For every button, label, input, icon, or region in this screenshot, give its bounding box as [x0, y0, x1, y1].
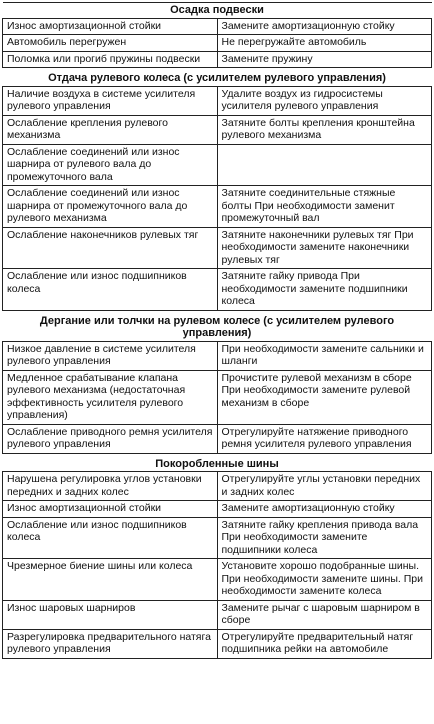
table-row	[3, 186, 432, 228]
cause-cell: Разрегулировка предварительного натяга рулевого управления	[3, 629, 218, 658]
cause-cell: Износ амортизационной стойки	[3, 18, 218, 35]
cause-cell: Автомобиль перегружен	[3, 35, 218, 52]
remedy-cell: Затяните гайку привода При необходимости замените подшипники колеса	[217, 269, 432, 311]
cause-cell: Ослабление соединений или износ шарнира от промежуточного вала до рулевого механизма	[3, 186, 218, 228]
remedy-cell: Замените пружину	[217, 51, 432, 68]
section-title: Отдача рулевого колеса (с усилителем рулевого управления)	[48, 72, 386, 84]
table-row	[3, 115, 432, 144]
section-title: Покоробленные шины	[155, 457, 279, 470]
section-header	[3, 314, 432, 342]
cause-cell: Ослабление или износ подшипников колеса	[3, 269, 218, 311]
cause-cell: Медленное срабатывание клапана рулевого механизма (недостаточная эффективность усилителя рулевого управления)	[3, 370, 218, 424]
cause-cell: Поломка или прогиб пружины подвески	[3, 51, 218, 68]
section-header	[3, 457, 432, 472]
cause-cell: Ослабление наконечников рулевых тяг	[3, 227, 218, 269]
section-header	[3, 71, 432, 86]
remedy-cell: Затяните гайку крепления привода вала При необходимости замените подшипники колеса	[217, 517, 432, 559]
cause-cell: Чрезмерное биение шины или колеса	[3, 559, 218, 601]
remedy-cell: При необходимости замените сальники и шланги	[217, 341, 432, 370]
remedy-cell	[217, 144, 432, 186]
table-row	[3, 517, 432, 559]
remedy-cell: Замените амортизационную стойку	[217, 501, 432, 518]
remedy-cell: Удалите воздух из гидросистемы усилителя рулевого управления	[217, 86, 432, 115]
remedy-cell: Не перегружайте автомобиль	[217, 35, 432, 52]
remedy-cell: Установите хорошо подобранные шины. При необходимости замените шины. При необходимости замените колеса	[217, 559, 432, 601]
section-title: Осадка подвески	[3, 3, 432, 19]
table-row	[3, 629, 432, 658]
table-row	[3, 501, 432, 518]
cause-cell: Ослабление или износ подшипников колеса	[3, 517, 218, 559]
cause-cell: Ослабление соединений или износ шарнира от рулевого вала до промежуточного вала	[3, 144, 218, 186]
table-row	[3, 424, 432, 453]
section-title: Дергание или толчки на рулевом колесе (с усилителем рулевого управления)	[39, 314, 395, 339]
cause-cell: Низкое давление в системе усилителя рулевого управления	[3, 341, 218, 370]
table-row	[3, 269, 432, 311]
table-row	[3, 86, 432, 115]
cause-cell: Износ амортизационной стойки	[3, 501, 218, 518]
table-row	[3, 600, 432, 629]
remedy-cell: Затяните соединительные стяжные болты При необходимости заменит промежуточный вал	[217, 186, 432, 228]
table-row	[3, 227, 432, 269]
remedy-cell: Прочистите рулевой механизм в сборе При необходимости замените рулевой механизм в сборе	[217, 370, 432, 424]
table-row	[3, 18, 432, 35]
remedy-cell: Отрегулируйте предварительный натяг подшипника рейки на автомобиле	[217, 629, 432, 658]
remedy-cell: Замените амортизационную стойку	[217, 18, 432, 35]
remedy-cell: Затяните болты крепления кронштейна рулевого механизма	[217, 115, 432, 144]
cause-cell: Ослабление приводного ремня усилителя рулевого управления	[3, 424, 218, 453]
cause-cell: Нарушена регулировка углов установки передних и задних колес	[3, 472, 218, 501]
table-row	[3, 51, 432, 68]
cause-cell: Ослабление крепления рулевого механизма	[3, 115, 218, 144]
remedy-cell: Замените рычаг с шаровым шарниром в сборе	[217, 600, 432, 629]
table-row	[3, 35, 432, 52]
remedy-cell: Затяните наконечники рулевых тяг При необходимости замените наконечники рулевых тяг	[217, 227, 432, 269]
table-row	[3, 144, 432, 186]
section-header	[3, 3, 432, 19]
table-row	[3, 370, 432, 424]
table-row	[3, 472, 432, 501]
cause-cell: Износ шаровых шарниров	[3, 600, 218, 629]
troubleshooting-table	[2, 2, 432, 659]
cause-cell: Наличие воздуха в системе усилителя рулевого управления	[3, 86, 218, 115]
remedy-cell: Отрегулируйте углы установки передних и задних колес	[217, 472, 432, 501]
table-row	[3, 341, 432, 370]
remedy-cell: Отрегулируйте натяжение приводного ремня усилителя рулевого управления	[217, 424, 432, 453]
troubleshooting-table-page	[2, 2, 432, 659]
table-row	[3, 559, 432, 601]
